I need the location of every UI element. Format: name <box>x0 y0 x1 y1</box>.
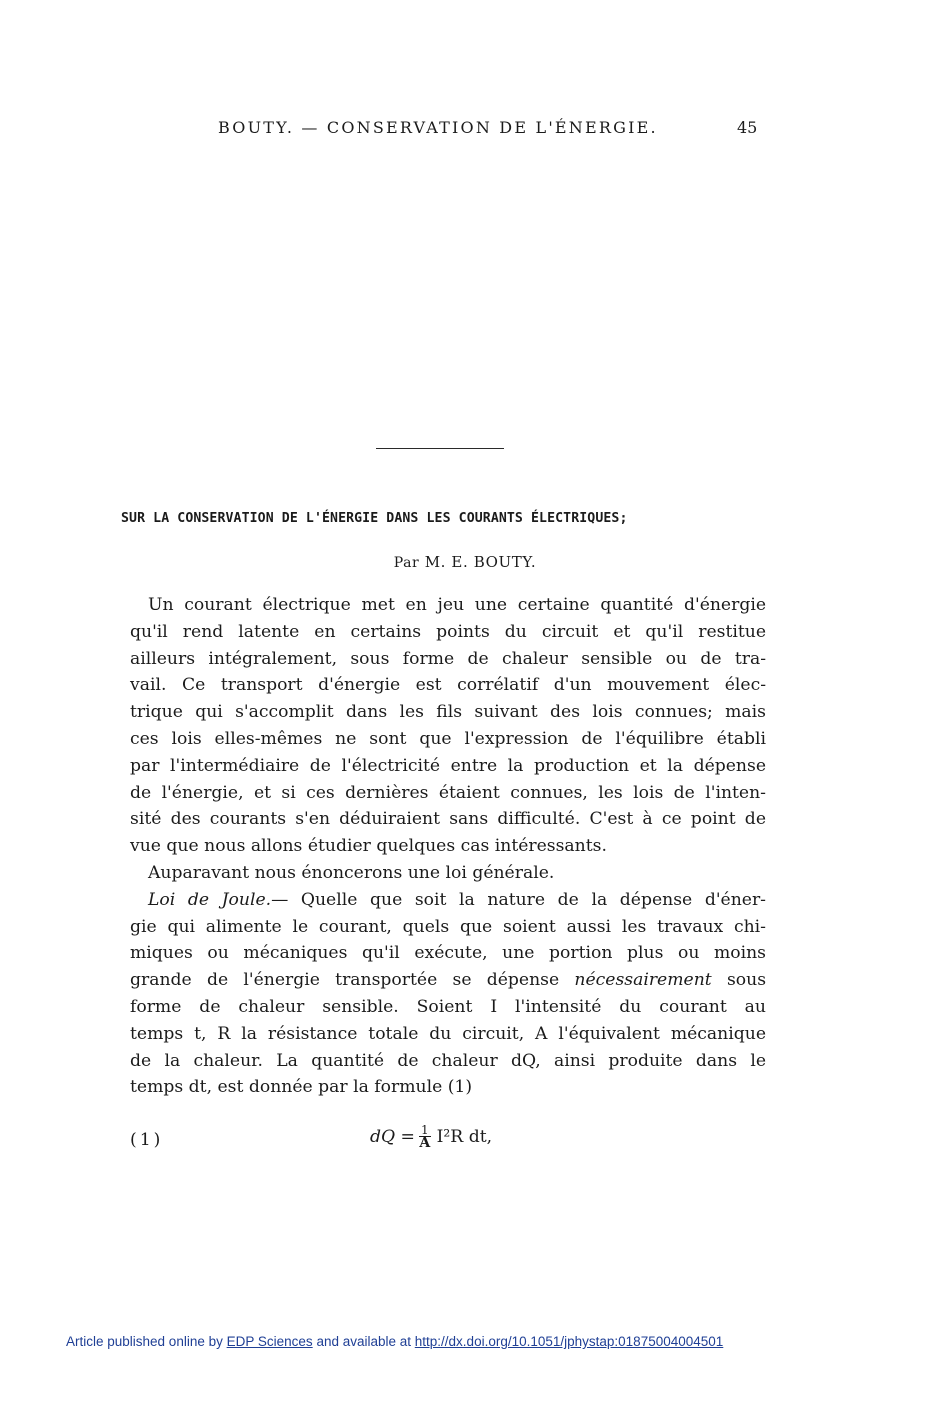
formula-lhs: dQ = <box>370 1126 415 1147</box>
body-line <box>130 967 766 994</box>
fraction-denominator: A <box>419 1135 431 1151</box>
body-line-text: — Quelle que soit la nature de la dépense d'éner- <box>271 889 766 910</box>
body-line: temps t, R la résistance totale du circuit, A l'équivalent mécanique <box>130 1023 766 1044</box>
fraction-numerator: 1 <box>420 1123 429 1137</box>
formula-rhs: I²R dt, <box>436 1126 493 1147</box>
body-line: Auparavant nous énoncerons une loi générale. <box>148 862 555 883</box>
equation <box>130 1124 766 1168</box>
page-number: 45 <box>737 118 758 137</box>
body-line: de l'énergie, et si ces dernières étaient connues, les lois de l'inten- <box>130 782 766 803</box>
byline-prefix: Par <box>393 555 420 571</box>
body-line: miques ou mécaniques qu'il exécute, une portion plus ou moins <box>130 943 766 964</box>
body-line <box>130 887 766 914</box>
body-line: sité des courants s'en déduiraient sans difficulté. C'est à ce point de <box>130 809 766 830</box>
formula <box>370 1124 492 1149</box>
publication-footer <box>66 1334 826 1349</box>
running-head <box>0 118 930 140</box>
section-label: Loi de Joule. <box>148 889 272 910</box>
body-line: vue que nous allons étudier quelques cas intéressants. <box>130 836 607 857</box>
body-line: de la chaleur. La quantité de chaleur dQ, ainsi produite dans le <box>130 1050 766 1071</box>
emphasis-text: nécessairement <box>574 970 712 991</box>
body-line: Un courant électrique met en jeu une certaine quantité d'énergie <box>148 595 766 615</box>
body-line: vail. Ce transport d'énergie est corrélatif d'un mouvement élec- <box>130 675 766 696</box>
body-line: ces lois elles-mêmes ne sont que l'expression de l'équilibre établi <box>130 728 766 749</box>
body-line: forme de chaleur sensible. Soient I l'intensité du courant au <box>130 996 766 1017</box>
article-title: SUR LA CONSERVATION DE L'ÉNERGIE DANS LES COURANTS ÉLECTRIQUES; <box>121 511 628 526</box>
footer-prefix: Article published online by <box>66 1334 223 1349</box>
byline <box>0 553 930 571</box>
body-line: gie qui alimente le courant, quels que soient aussi les travaux chi- <box>130 916 766 937</box>
body-line-text: grande de l'énergie transportée se dépense <box>130 970 560 991</box>
section-divider <box>376 448 504 449</box>
running-head-title: BOUTY. — CONSERVATION DE L'ÉNERGIE. <box>218 118 658 137</box>
footer-middle: and available at <box>316 1334 412 1349</box>
body-line: trique qui s'accomplit dans les fils suivant des lois connues; mais <box>130 702 766 723</box>
byline-author: M. E. BOUTY. <box>424 553 537 571</box>
body-line: qu'il rend latente en certains points du circuit et qu'il restitue <box>130 621 766 642</box>
publisher-link[interactable]: EDP Sciences <box>226 1334 313 1349</box>
body-line: ailleurs intégralement, sous forme de chaleur sensible ou de tra- <box>130 648 766 669</box>
body-line: temps dt, est donnée par la formule (1) <box>130 1077 473 1098</box>
formula-fraction <box>419 1124 431 1149</box>
body-line: par l'intermédiaire de l'électricité entre la production et la dépense <box>130 755 766 776</box>
doi-link[interactable]: http://dx.doi.org/10.1051/jphystap:01875004004501 <box>414 1334 724 1349</box>
equation-number: (1) <box>130 1130 164 1150</box>
article-body <box>130 592 766 1101</box>
body-line-text: sous <box>726 970 767 991</box>
